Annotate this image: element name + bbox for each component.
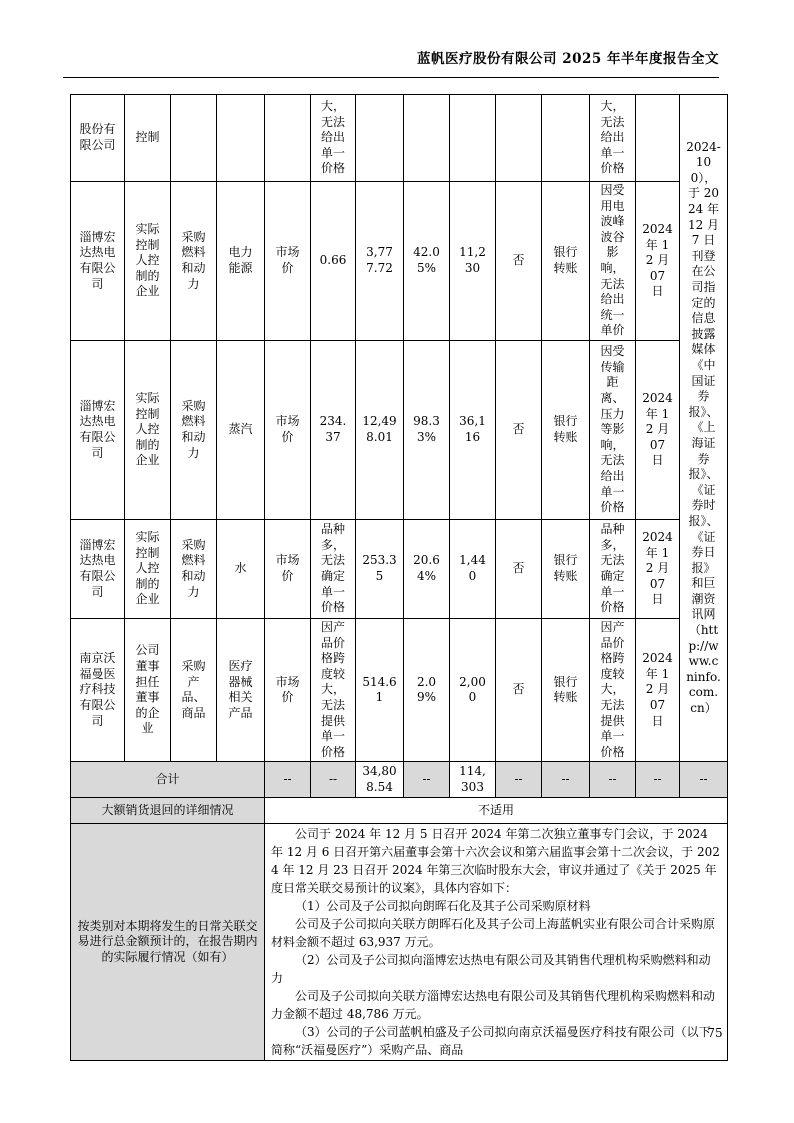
cell-price: 大，无法给出单一价格 [311, 95, 356, 182]
cell-disclosure-date: 2024 年 12 月 07 日 [636, 618, 680, 761]
cell-party: 淄博宏达热电有限公司 [71, 519, 125, 618]
cell-market-price: 因产品价格跨度较大，无法提供单一价格 [590, 618, 636, 761]
cell-ratio: 42.05% [404, 182, 450, 341]
cell-pricing-principle: 市场价 [265, 519, 311, 618]
total-approved-quota: 114,303 [450, 762, 496, 798]
cell-pricing-principle: 市场价 [265, 618, 311, 761]
forecast-paragraph: 公司及子公司拟向关联方朗晖石化及其子公司上海蓝帆实业有限公司合计采购原材料金额不超过 63,937 万元。 [271, 917, 716, 950]
cell-settlement: 银行转账 [542, 182, 590, 341]
cell-relationship: 公司董事担任董事的企业 [125, 618, 171, 761]
total-disclosure-index: -- [680, 762, 728, 798]
cell-price: 品种多，无法确定单一价格 [311, 519, 356, 618]
cell-disclosure-index: 2024-100），于 2024 年 12 月 7 日刊登在公司指定的信息披露媒体《中国证券报》、《上海证券报》、《证券时报》、《证券日报》和巨潮资讯网（http://www.cninfo.com.cn） [680, 95, 728, 762]
cell-exceeds-quota: 否 [496, 340, 542, 519]
cell-party: 南京沃福曼医疗科技有限公司 [71, 618, 125, 761]
carryover-row [71, 95, 728, 182]
cell-market-price: 因受用电波峰波谷影响，无法给出统一单价 [590, 182, 636, 341]
total-settlement: -- [542, 762, 590, 798]
cell-amount [356, 95, 404, 182]
cell-exceeds-quota [496, 95, 542, 182]
transaction-row [71, 182, 728, 341]
cell-exceeds-quota: 否 [496, 519, 542, 618]
cell-transaction-type: 采购产品、商品 [171, 618, 217, 761]
cell-approved-quota: 36,116 [450, 340, 496, 519]
cell-settlement: 银行转账 [542, 340, 590, 519]
transaction-row [71, 618, 728, 761]
cell-pricing-principle: 市场价 [265, 340, 311, 519]
cell-ratio: 2.09% [404, 618, 450, 761]
cell-disclosure-date [636, 95, 680, 182]
cell-ratio [404, 95, 450, 182]
cell-transaction-type: 采购燃料和动力 [171, 340, 217, 519]
cell-settlement [542, 95, 590, 182]
cell-transaction-content: 蒸汽 [217, 340, 265, 519]
total-ratio: -- [404, 762, 450, 798]
returns-label: 大额销货退回的详细情况 [71, 798, 265, 824]
transaction-row [71, 340, 728, 519]
total-market-price: -- [590, 762, 636, 798]
cell-price: 234.37 [311, 340, 356, 519]
cell-disclosure-date: 2024 年 12 月 07 日 [636, 519, 680, 618]
header-rule [63, 77, 719, 78]
cell-amount: 3,777.72 [356, 182, 404, 341]
cell-price: 因产品价格跨度较大，无法提供单一价格 [311, 618, 356, 761]
total-exceeds-quota: -- [496, 762, 542, 798]
cell-price: 0.66 [311, 182, 356, 341]
total-label: 合计 [71, 762, 265, 798]
total-disclosure-date: -- [636, 762, 680, 798]
cell-settlement: 银行转账 [542, 618, 590, 761]
cell-exceeds-quota: 否 [496, 182, 542, 341]
cell-relationship: 实际控制人控制的企业 [125, 519, 171, 618]
cell-market-price: 品种多，无法确定单一价格 [590, 519, 636, 618]
cell-transaction-content: 医疗器械相关产品 [217, 618, 265, 761]
cell-transaction-type: 采购燃料和动力 [171, 182, 217, 341]
total-pricing-principle: -- [265, 762, 311, 798]
cell-relationship: 控制 [125, 95, 171, 182]
cell-settlement: 银行转账 [542, 519, 590, 618]
cell-approved-quota: 11,230 [450, 182, 496, 341]
cell-transaction-type: 采购燃料和动力 [171, 519, 217, 618]
cell-amount: 12,498.01 [356, 340, 404, 519]
cell-amount: 253.35 [356, 519, 404, 618]
cell-pricing-principle [265, 95, 311, 182]
forecast-paragraph: （1）公司及子公司拟向朗晖石化及其子公司采购原材料 [295, 899, 591, 914]
forecast-paragraph: （2）公司及子公司拟向淄博宏达热电有限公司及其销售代理机构采购燃料和动力 [271, 953, 711, 986]
cell-approved-quota: 2,000 [450, 618, 496, 761]
forecast-row [71, 824, 728, 1061]
cell-transaction-content: 水 [217, 519, 265, 618]
cell-relationship: 实际控制人控制的企业 [125, 182, 171, 341]
cell-transaction-content [217, 95, 265, 182]
returns-value: 不适用 [265, 798, 728, 824]
transaction-row [71, 519, 728, 618]
cell-ratio: 20.64% [404, 519, 450, 618]
cell-party: 淄博宏达热电有限公司 [71, 340, 125, 519]
cell-exceeds-quota: 否 [496, 618, 542, 761]
forecast-paragraph: 公司于 2024 年 12 月 5 日召开 2024 年第二次独立董事专门会议，于 2024 年 12 月 6 日召开第六届董事会第十六次会议和第六届监事会第十二次会议，于 2024 年 12 月 23 日召开 2024 年第三次临时股东大会，审议并通过了《关于 2025 年度日常关联交易预计的议案》，具体内容如下： [271, 827, 720, 896]
forecast-paragraph: （3）公司的子公司蓝帆柏盛及子公司拟向南京沃福曼医疗科技有限公司（以下简称“沃福曼医疗”）采购产品、商品 [271, 1025, 711, 1058]
forecast-paragraph: 公司及子公司拟向关联方淄博宏达热电有限公司及其销售代理机构采购燃料和动力金额不超过 48,786 万元。 [271, 989, 716, 1022]
cell-market-price: 因受传输距离、压力等影响，无法给出单一价格 [590, 340, 636, 519]
cell-disclosure-date: 2024 年 12 月 07 日 [636, 182, 680, 341]
daily-related-transactions-table [70, 94, 728, 1061]
cell-party: 股份有限公司 [71, 95, 125, 182]
forecast-label: 按类别对本期将发生的日常关联交易进行总金额预计的，在报告期内的实际履行情况（如有） [71, 824, 265, 1061]
returns-row [71, 798, 728, 824]
cell-relationship: 实际控制人控制的企业 [125, 340, 171, 519]
total-amount: 34,808.54 [356, 762, 404, 798]
cell-amount: 514.61 [356, 618, 404, 761]
cell-transaction-type [171, 95, 217, 182]
cell-pricing-principle: 市场价 [265, 182, 311, 341]
cell-ratio: 98.33% [404, 340, 450, 519]
report-header-title: 蓝帆医疗股份有限公司 2025 年半年度报告全文 [417, 51, 719, 67]
cell-approved-quota [450, 95, 496, 182]
total-price: -- [311, 762, 356, 798]
cell-market-price: 大，无法给出单一价格 [590, 95, 636, 182]
cell-transaction-content: 电力能源 [217, 182, 265, 341]
cell-party: 淄博宏达热电有限公司 [71, 182, 125, 341]
page-number: 75 [707, 1026, 723, 1040]
cell-disclosure-date: 2024 年 12 月 07 日 [636, 340, 680, 519]
cell-approved-quota: 1,440 [450, 519, 496, 618]
total-row [71, 762, 728, 798]
forecast-details [265, 824, 728, 1061]
